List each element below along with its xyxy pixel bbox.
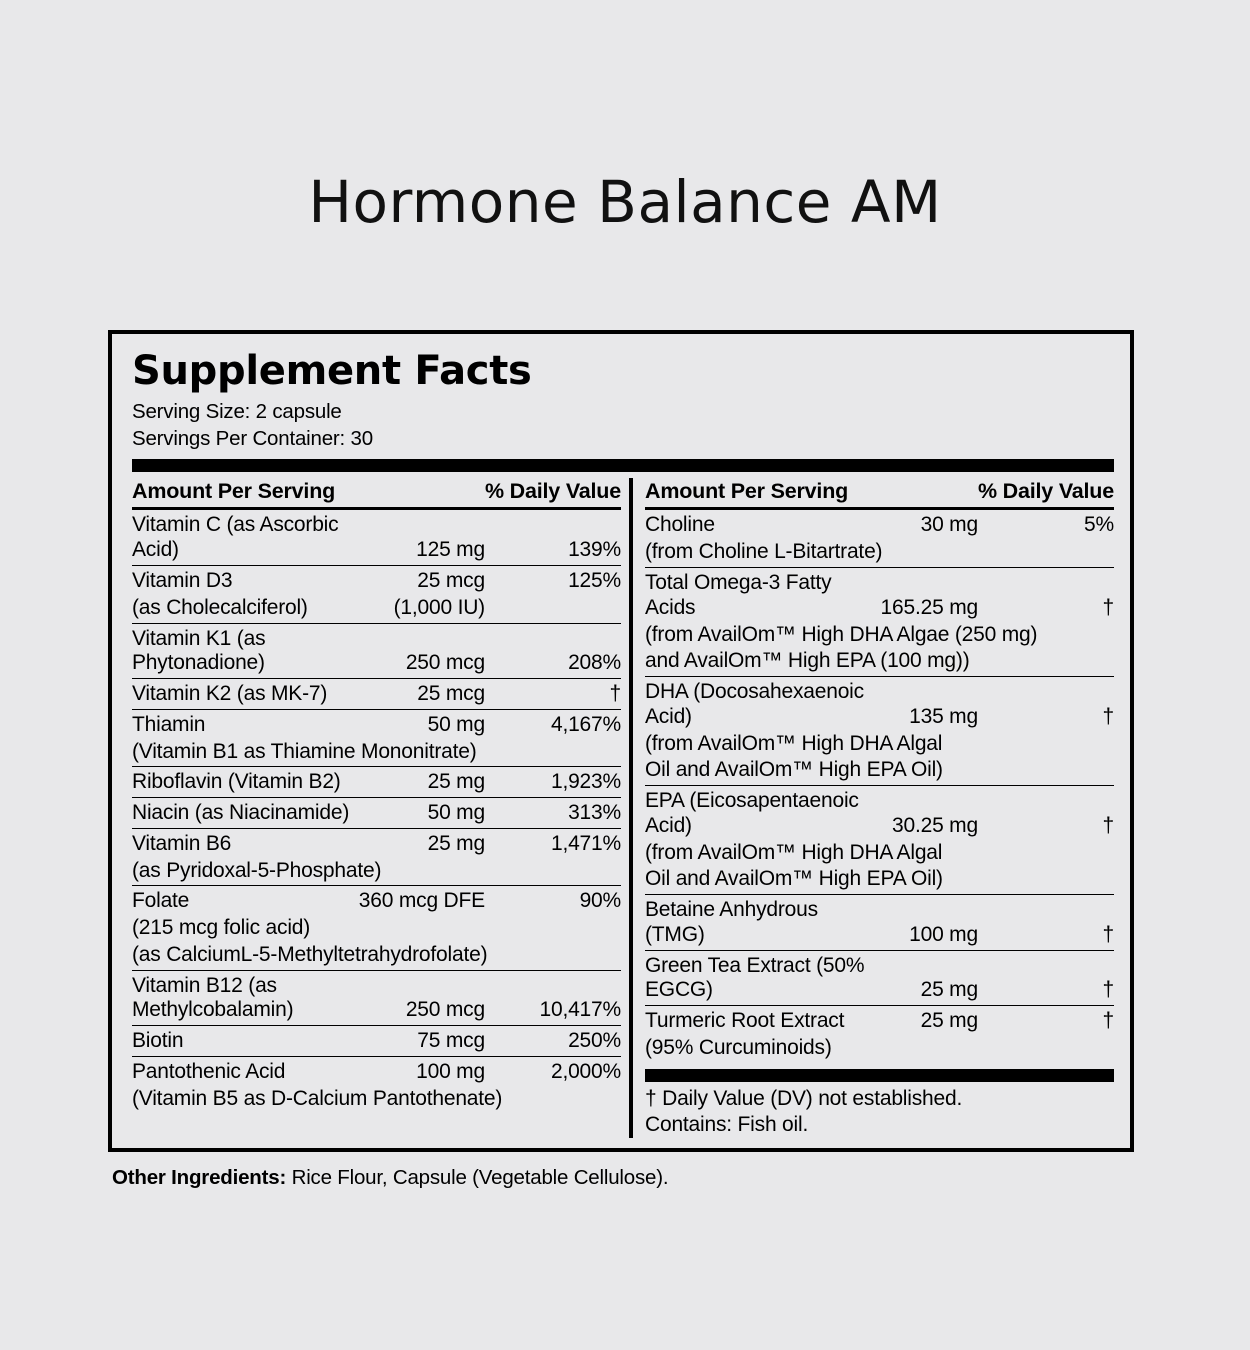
servings-per-container: Servings Per Container: 30: [132, 427, 373, 451]
nutrient-name: Pantothenic Acid: [132, 1057, 359, 1087]
nutrient-name: Betaine Anhydrous (TMG): [645, 895, 881, 951]
table-subrow: [645, 758, 1114, 785]
nutrient-amount: 25 mg: [881, 950, 978, 1006]
table-row: [645, 950, 1114, 1006]
nutrient-dv: †: [978, 895, 1114, 951]
footnote-dv: † Daily Value (DV) not established.: [645, 1086, 963, 1110]
nutrient-amount: 75 mcg: [359, 1026, 485, 1057]
nutrient-name: Vitamin B12 (as Methylcobalamin): [132, 970, 359, 1026]
nutrient-name: Green Tea Extract (50% EGCG): [645, 950, 881, 1006]
table-row: [132, 970, 621, 1026]
header-amount-per-serving: Amount Per Serving: [132, 472, 359, 509]
nutrient-dv: †: [978, 950, 1114, 1006]
table-row: [132, 886, 621, 916]
table-subrow: [132, 859, 621, 886]
nutrient-dv: 250%: [485, 1026, 621, 1057]
nutrient-dv: 10,417%: [485, 970, 621, 1026]
supplement-facts-heading: Supplement Facts: [132, 348, 532, 394]
top-rule: [132, 459, 1114, 472]
nutrient-amount: 25 mg: [359, 767, 485, 798]
nutrient-subtext: (95% Curcuminoids): [645, 1036, 832, 1059]
footnote-contains: Contains: Fish oil.: [645, 1113, 809, 1137]
table-row: [132, 798, 621, 829]
nutrient-dv: 4,167%: [485, 709, 621, 739]
header-spacer: [881, 472, 978, 509]
nutrient-table-left: [132, 472, 621, 1113]
nutrient-dv: †: [978, 567, 1114, 622]
table-subrow: [645, 649, 1114, 676]
nutrient-subtext: (Vitamin B5 as D-Calcium Pantothenate): [132, 1086, 503, 1110]
nutrient-dv: †: [978, 1006, 1114, 1036]
bottom-rule: [645, 1069, 1114, 1082]
other-ingredients: [112, 1166, 1132, 1190]
table-row: [645, 677, 1114, 732]
table-row: [645, 786, 1114, 841]
nutrient-dv: 2,000%: [485, 1057, 621, 1087]
nutrient-dv: †: [978, 677, 1114, 732]
table-header-row: [645, 472, 1114, 509]
nutrient-dv: 139%: [568, 538, 621, 562]
nutrient-dv: †: [485, 679, 621, 710]
nutrient-amount: 25 mcg: [359, 565, 485, 595]
table-row: [132, 828, 621, 858]
page-title: Hormone Balance AM: [308, 168, 942, 236]
table-subrow: [645, 1036, 1114, 1063]
table-subrow: [132, 943, 621, 970]
nutrient-name: Folate: [132, 886, 359, 916]
nutrient-amount: 250 mcg: [359, 623, 485, 679]
table-subrow: [132, 596, 621, 623]
nutrient-name: DHA (Docosahexaenoic Acid): [645, 677, 881, 732]
nutrient-subtext: (as Pyridoxal-5-Phosphate): [132, 858, 382, 882]
nutrient-name: Vitamin K1 (as Phytonadione): [132, 623, 359, 679]
nutrient-name: Thiamin: [132, 709, 359, 739]
nutrient-name: Total Omega-3 Fatty Acids: [645, 567, 881, 622]
table-row: [132, 509, 621, 566]
nutrient-amount: 125 mg: [416, 538, 485, 562]
nutrient-subtext: (as CalciumL-5-Methyltetrahydrofolate): [132, 942, 488, 966]
header-spacer: [359, 472, 485, 509]
nutrient-amount: 100 mg: [359, 1057, 485, 1087]
nutrient-amount: 360 mcg DFE: [359, 886, 485, 916]
table-subrow: [132, 740, 621, 767]
table-subrow: [645, 867, 1114, 894]
header-daily-value: % Daily Value: [978, 472, 1114, 509]
nutrient-dv: 5%: [1084, 513, 1114, 537]
nutrient-name: Riboflavin (Vitamin B2): [132, 767, 359, 798]
table-row: [132, 767, 621, 798]
nutrient-amount: 165.25 mg: [881, 567, 978, 622]
nutrient-amount: 100 mg: [881, 895, 978, 951]
table-row: [645, 567, 1114, 622]
table-subrow: [645, 841, 1114, 868]
facts-columns: [132, 472, 1114, 1138]
nutrient-name: Vitamin D3: [132, 565, 359, 595]
supplement-facts-panel: [108, 330, 1134, 1152]
nutrient-dv: 1,923%: [485, 767, 621, 798]
nutrient-amount: 25 mg: [359, 828, 485, 858]
nutrient-name: EPA (Eicosapentaenoic Acid): [645, 786, 881, 841]
nutrient-amount: 25 mcg: [359, 679, 485, 710]
nutrient-subtext: Oil and AvailOm™ High EPA Oil): [645, 758, 943, 782]
facts-column-right: [643, 472, 1114, 1138]
header-amount-per-serving: Amount Per Serving: [645, 472, 881, 509]
table-subrow: [645, 732, 1114, 759]
nutrient-subtext: (from AvailOm™ High DHA Algae (250 mg): [645, 622, 1038, 646]
serving-size: Serving Size: 2 capsule: [132, 400, 342, 423]
table-row: [132, 565, 621, 595]
nutrient-name: Biotin: [132, 1026, 359, 1057]
nutrient-name: Vitamin C (as Ascorbic Acid): [132, 513, 339, 562]
nutrient-amount: 25 mg: [881, 1006, 978, 1036]
table-row: [645, 1006, 1114, 1036]
nutrient-amount: 135 mg: [881, 677, 978, 732]
nutrient-name: Vitamin K2 (as MK-7): [132, 679, 359, 710]
nutrient-subamount: (1,000 IU): [393, 595, 485, 619]
table-row: [645, 895, 1114, 951]
other-ingredients-text: Rice Flour, Capsule (Vegetable Cellulose).: [291, 1166, 669, 1189]
header-daily-value: % Daily Value: [485, 472, 621, 509]
nutrient-name: Turmeric Root Extract: [645, 1006, 881, 1036]
table-row: [132, 709, 621, 739]
nutrient-subtext: (from AvailOm™ High DHA Algal: [645, 731, 943, 755]
facts-column-left: [132, 472, 629, 1138]
column-divider: [629, 478, 633, 1138]
nutrient-table-right: [645, 472, 1114, 1063]
nutrient-dv: 125%: [485, 565, 621, 595]
nutrient-amount: 30 mg: [920, 513, 978, 537]
nutrient-subtext: (215 mcg folic acid): [132, 916, 311, 940]
nutrient-dv-blank: [485, 916, 621, 943]
table-subrow: [132, 1087, 621, 1114]
table-row: [132, 1026, 621, 1057]
nutrient-amount: 50 mg: [359, 798, 485, 829]
nutrient-subtext: (Vitamin B1 as Thiamine Mononitrate): [132, 739, 477, 763]
nutrient-amount: 50 mg: [359, 709, 485, 739]
nutrient-dv: 208%: [485, 623, 621, 679]
nutrient-name: Vitamin B6: [132, 828, 359, 858]
table-subrow: [645, 623, 1114, 650]
nutrient-dv: 90%: [485, 886, 621, 916]
nutrient-subtext: (from Choline L-Bitartrate): [645, 540, 883, 564]
nutrient-amount: 250 mcg: [359, 970, 485, 1026]
table-row: [132, 1057, 621, 1087]
nutrient-dv-blank: [485, 596, 621, 623]
nutrient-dv: †: [978, 786, 1114, 841]
nutrient-dv: 1,471%: [485, 828, 621, 858]
nutrient-subtext: Oil and AvailOm™ High EPA Oil): [645, 867, 943, 891]
table-row: [645, 509, 1114, 540]
nutrient-name: Choline: [645, 513, 715, 537]
nutrient-subtext: and AvailOm™ High EPA (100 mg)): [645, 649, 970, 673]
other-ingredients-label: Other Ingredients:: [112, 1166, 287, 1189]
nutrient-amount: 30.25 mg: [881, 786, 978, 841]
table-subrow: [132, 916, 621, 943]
nutrient-name: Niacin (as Niacinamide): [132, 798, 359, 829]
nutrient-subtext: (as Cholecalciferol): [132, 595, 308, 619]
table-subrow: [645, 540, 1114, 567]
table-row: [132, 623, 621, 679]
table-row: [132, 679, 621, 710]
nutrient-subtext: (from AvailOm™ High DHA Algal: [645, 840, 943, 864]
nutrient-dv: 313%: [485, 798, 621, 829]
table-header-row: [132, 472, 621, 509]
